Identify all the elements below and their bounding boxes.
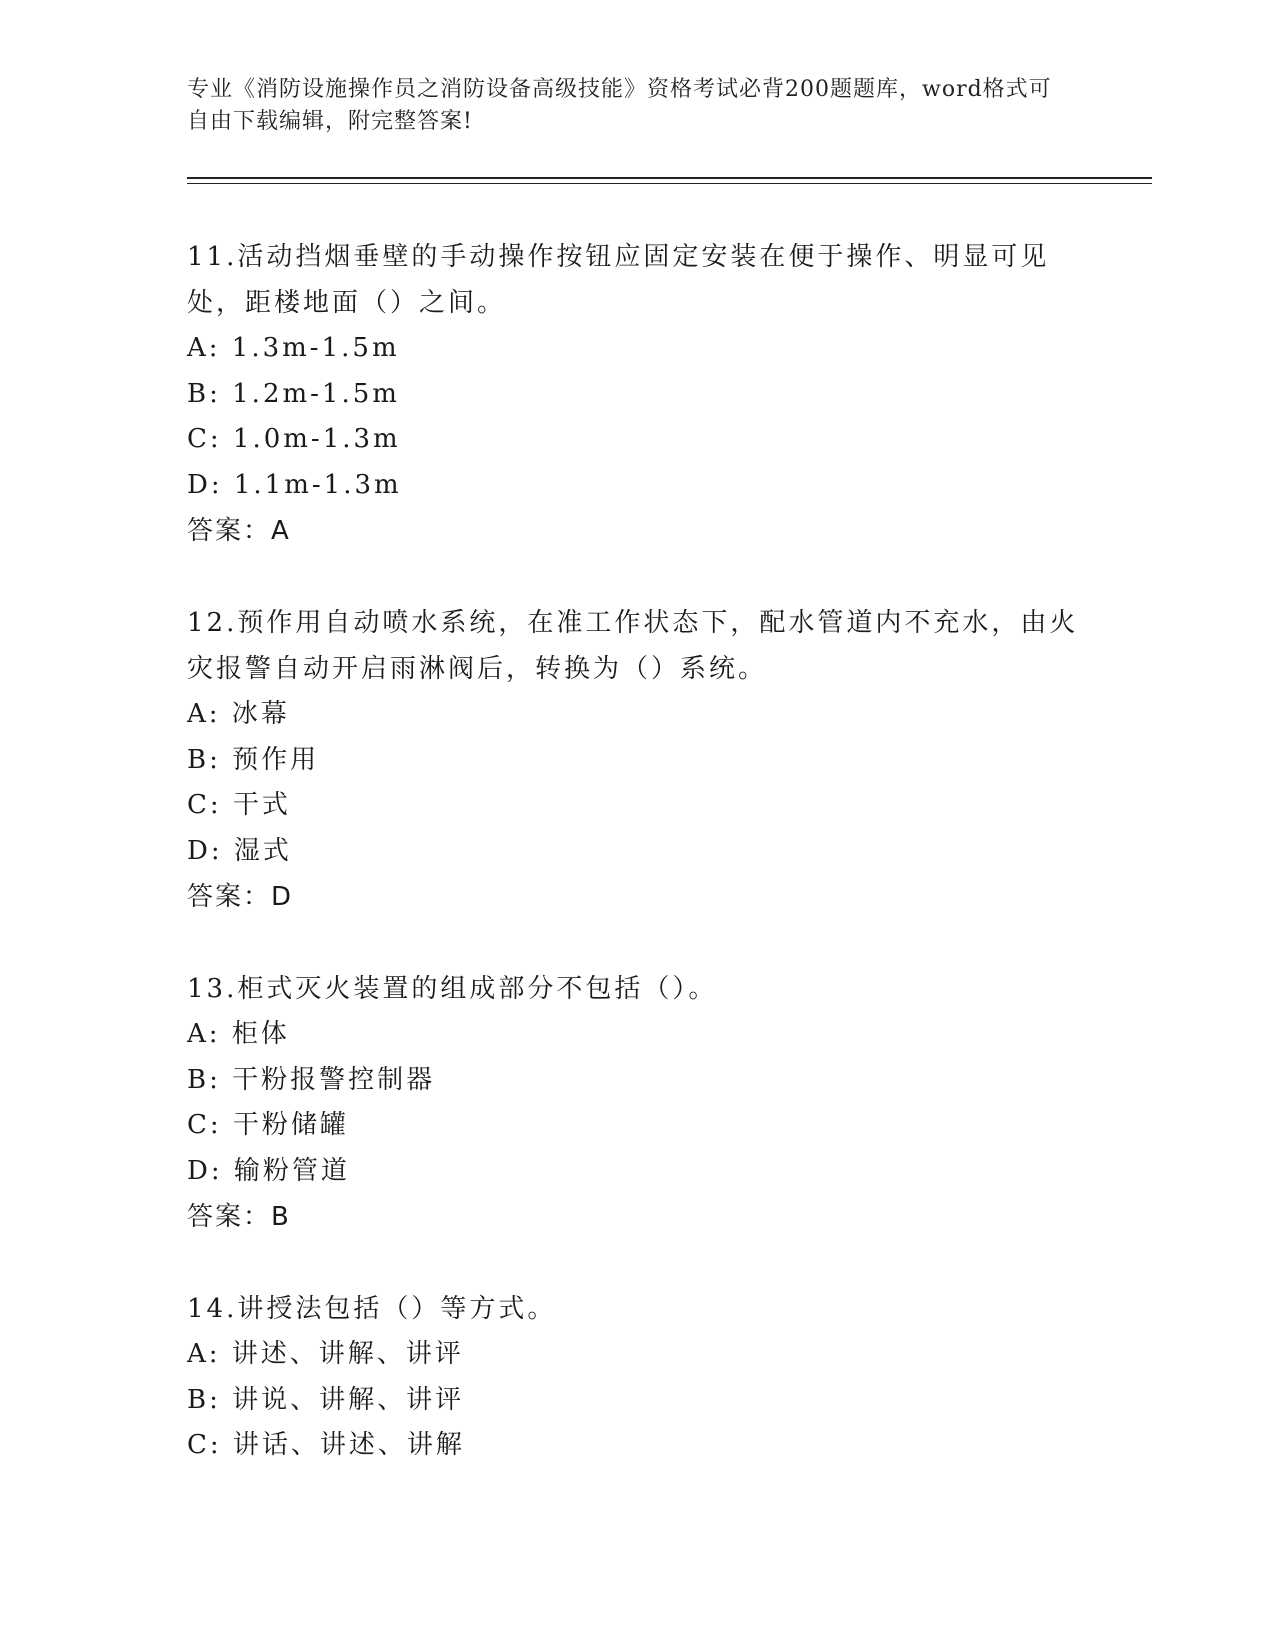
header-divider-thin (187, 183, 1152, 184)
header-divider-thick (187, 177, 1152, 179)
question-stem: 14.讲授法包括（）等方式。 (187, 1294, 557, 1324)
question-stem: 13.柜式灭火装置的组成部分不包括（）。 (187, 974, 718, 1004)
option-a: A: 1.3m-1.5m (187, 333, 400, 363)
question-item (187, 966, 1087, 1240)
question-list (187, 234, 1087, 1515)
question-item (187, 234, 1087, 554)
option-b: B: 讲说、讲解、讲评 (187, 1384, 465, 1415)
option-c: C: 干粉储罐 (187, 1110, 349, 1140)
question-stem: 12.预作用自动喷水系统，在准工作状态下，配水管道内不充水，由火灾报警自动开启雨淋阀后，转换为（）系统。 (187, 608, 1079, 684)
answer-line: 答案：B (187, 1202, 291, 1232)
option-d: D: 输粉管道 (187, 1155, 350, 1186)
option-c: C: 讲话、讲述、讲解 (187, 1430, 465, 1460)
option-a: A: 冰幕 (187, 699, 290, 729)
option-c: C: 干式 (187, 790, 291, 820)
option-b: B: 预作用 (187, 744, 320, 775)
document-header-note: 专业《消防设施操作员之消防设备高级技能》资格考试必背200题题库，word格式可自由下载编辑，附完整答案! (187, 77, 1052, 134)
answer-line: 答案：D (187, 882, 294, 912)
option-c: C: 1.0m-1.3m (187, 424, 401, 454)
option-b: B: 干粉报警控制器 (187, 1064, 436, 1095)
question-stem: 11.活动挡烟垂壁的手动操作按钮应固定安装在便于操作、明显可见处，距楼地面（）之间。 (187, 242, 1050, 318)
option-d: D: 湿式 (187, 835, 292, 866)
question-item (187, 1286, 1087, 1469)
answer-line: 答案：A (187, 516, 291, 546)
option-b: B: 1.2m-1.5m (187, 378, 400, 409)
option-a: A: 柜体 (187, 1019, 290, 1049)
option-a: A: 讲述、讲解、讲评 (187, 1339, 464, 1369)
option-d: D: 1.1m-1.3m (187, 469, 402, 500)
question-item (187, 600, 1087, 920)
